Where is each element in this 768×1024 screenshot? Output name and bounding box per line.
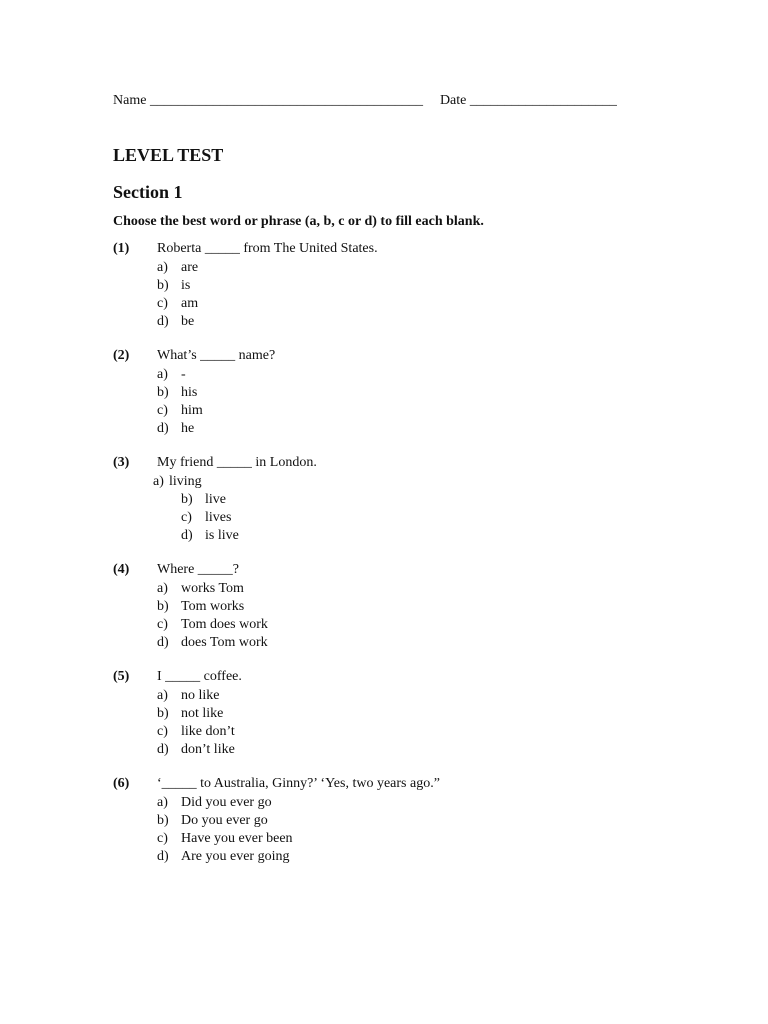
option-list	[153, 473, 239, 545]
question-stem: ‘_____ to Australia, Ginny?’ ‘Yes, two years ago.”	[157, 776, 440, 791]
option-c[interactable]: c) him	[157, 403, 203, 418]
option-b[interactable]: b) not like	[157, 706, 224, 721]
question-number: (4)	[113, 562, 130, 577]
name-label: Name	[113, 93, 147, 108]
option-d[interactable]: d) is live	[181, 528, 239, 543]
option-b[interactable]: b) his	[157, 385, 198, 400]
name-blank[interactable]: _______________________________________	[149, 93, 423, 108]
option-a[interactable]: a) are	[157, 260, 199, 275]
option-b[interactable]: b) Tom works	[157, 599, 245, 614]
question-stem: What’s _____ name?	[157, 348, 276, 363]
option-d[interactable]: d) does Tom work	[157, 635, 268, 650]
question-number: (1)	[113, 241, 130, 256]
option-b[interactable]: b) live	[181, 492, 226, 507]
option-a[interactable]: a) no like	[157, 688, 220, 703]
option-a[interactable]: a) works Tom	[157, 581, 244, 596]
page-title: LEVEL TEST	[113, 145, 224, 165]
date-label: Date	[439, 93, 467, 108]
question-stem: I _____ coffee.	[157, 669, 242, 684]
question-stem: Where _____?	[157, 562, 240, 577]
option-c[interactable]: c) lives	[181, 510, 232, 525]
option-c[interactable]: c) Have you ever been	[157, 831, 293, 846]
option-c[interactable]: c) like don’t	[157, 724, 235, 739]
option-a[interactable]: a) living	[153, 474, 202, 489]
question-number: (5)	[113, 669, 130, 684]
option-list	[157, 580, 268, 652]
option-list	[157, 259, 198, 331]
option-c[interactable]: c) am	[157, 296, 199, 311]
date-blank[interactable]: _____________________	[469, 93, 617, 108]
option-list	[157, 794, 293, 866]
option-d[interactable]: d) Are you ever going	[157, 849, 290, 864]
option-d[interactable]: d) be	[157, 314, 195, 329]
question-stem: Roberta _____ from The United States.	[157, 241, 378, 256]
option-list	[157, 687, 235, 759]
question-number: (6)	[113, 776, 130, 791]
option-a[interactable]: a) -	[157, 367, 186, 382]
instructions: Choose the best word or phrase (a, b, c or d) to fill each blank.	[113, 214, 484, 229]
question-number: (2)	[113, 348, 130, 363]
option-list	[157, 366, 203, 438]
question-number: (3)	[113, 455, 130, 470]
option-b[interactable]: b) is	[157, 278, 191, 293]
question-stem: My friend _____ in London.	[157, 455, 317, 470]
option-c[interactable]: c) Tom does work	[157, 617, 268, 632]
option-a[interactable]: a) Did you ever go	[157, 795, 272, 810]
option-d[interactable]: d) he	[157, 421, 195, 436]
section-title: Section 1	[113, 182, 183, 202]
option-d[interactable]: d) don’t like	[157, 742, 235, 757]
name-date-line	[113, 93, 617, 109]
option-b[interactable]: b) Do you ever go	[157, 813, 268, 828]
